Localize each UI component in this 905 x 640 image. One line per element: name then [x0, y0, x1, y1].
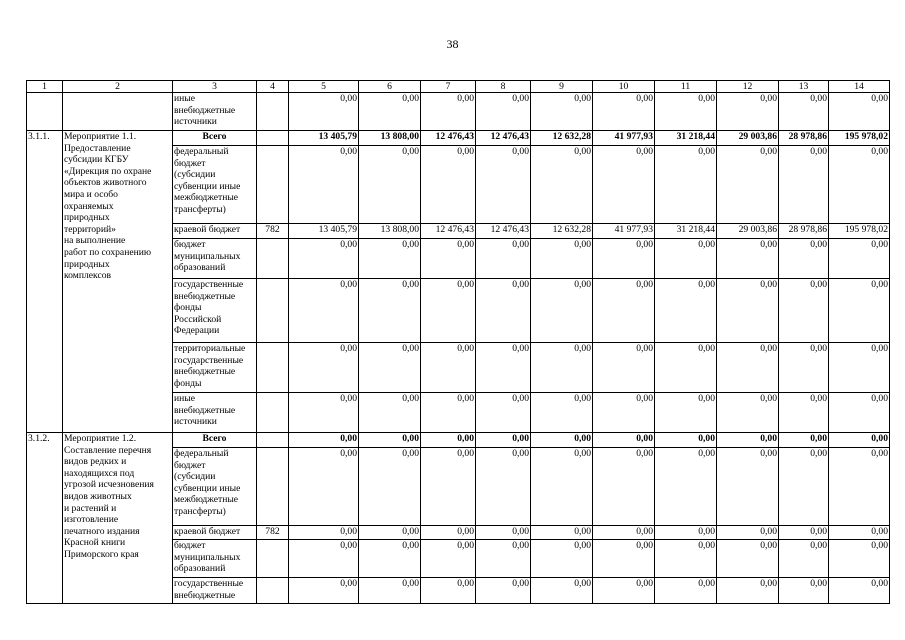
amount-cell: 13 808,00 [359, 131, 421, 146]
amount-cell: 0,00 [717, 578, 779, 604]
amount-cell: 0,00 [593, 448, 655, 526]
amount-cell: 13 405,79 [289, 224, 359, 239]
code-cell [257, 131, 289, 146]
column-header: 3 [173, 81, 257, 93]
table-row [27, 433, 890, 448]
column-header: 5 [289, 81, 359, 93]
amount-cell: 0,00 [421, 578, 476, 604]
amount-cell: 0,00 [359, 393, 421, 433]
amount-cell: 0,00 [289, 146, 359, 224]
amount-cell: 0,00 [531, 578, 593, 604]
amount-cell: 0,00 [655, 279, 717, 343]
amount-cell: 0,00 [717, 93, 779, 131]
code-cell [257, 433, 289, 448]
amount-cell: 0,00 [289, 540, 359, 578]
amount-cell: 13 808,00 [359, 224, 421, 239]
column-header: 9 [531, 81, 593, 93]
amount-cell: 0,00 [359, 279, 421, 343]
funding-source-cell: краевой бюджет [173, 526, 257, 540]
amount-cell: 0,00 [359, 540, 421, 578]
amount-cell: 0,00 [717, 448, 779, 526]
amount-cell: 0,00 [531, 93, 593, 131]
amount-cell: 0,00 [779, 146, 829, 224]
amount-cell: 0,00 [531, 279, 593, 343]
amount-cell: 0,00 [531, 393, 593, 433]
amount-cell: 0,00 [593, 393, 655, 433]
amount-cell: 41 977,93 [593, 131, 655, 146]
amount-cell: 0,00 [289, 578, 359, 604]
column-header: 4 [257, 81, 289, 93]
amount-cell: 0,00 [829, 526, 890, 540]
amount-cell: 0,00 [829, 343, 890, 393]
amount-cell: 0,00 [476, 343, 531, 393]
amount-cell: 0,00 [359, 343, 421, 393]
amount-cell: 0,00 [289, 343, 359, 393]
amount-cell: 0,00 [655, 433, 717, 448]
code-cell [257, 393, 289, 433]
funding-source-cell: государственные внебюджетные [173, 578, 257, 604]
amount-cell: 0,00 [359, 433, 421, 448]
amount-cell: 0,00 [593, 279, 655, 343]
amount-cell: 41 977,93 [593, 224, 655, 239]
amount-cell: 0,00 [655, 239, 717, 279]
amount-cell: 0,00 [421, 393, 476, 433]
amount-cell: 0,00 [531, 343, 593, 393]
amount-cell: 0,00 [476, 93, 531, 131]
amount-cell: 0,00 [476, 526, 531, 540]
code-cell: 782 [257, 224, 289, 239]
funding-source-cell: Всего [173, 433, 257, 448]
amount-cell: 0,00 [593, 343, 655, 393]
amount-cell: 0,00 [779, 433, 829, 448]
table-row [27, 93, 890, 131]
amount-cell: 0,00 [476, 279, 531, 343]
amount-cell: 0,00 [717, 526, 779, 540]
code-cell [257, 540, 289, 578]
amount-cell: 0,00 [655, 146, 717, 224]
amount-cell: 0,00 [531, 239, 593, 279]
amount-cell: 13 405,79 [289, 131, 359, 146]
funding-source-cell: федеральный бюджет (субсидии субвенции иные межбюджетные трансферты) [173, 448, 257, 526]
amount-cell: 0,00 [829, 93, 890, 131]
amount-cell: 0,00 [655, 540, 717, 578]
column-header: 11 [655, 81, 717, 93]
amount-cell: 0,00 [421, 146, 476, 224]
funding-source-cell: иные внебюджетные источники [173, 393, 257, 433]
amount-cell: 0,00 [359, 93, 421, 131]
amount-cell: 0,00 [717, 279, 779, 343]
code-cell: 782 [257, 526, 289, 540]
amount-cell: 0,00 [779, 540, 829, 578]
column-header: 1 [27, 81, 63, 93]
amount-cell: 0,00 [421, 343, 476, 393]
amount-cell: 31 218,44 [655, 224, 717, 239]
amount-cell: 0,00 [531, 540, 593, 578]
table-row [27, 131, 890, 146]
code-cell [257, 448, 289, 526]
amount-cell: 0,00 [531, 146, 593, 224]
row-number-cell: 3.1.1. [27, 131, 63, 433]
amount-cell: 0,00 [779, 526, 829, 540]
amount-cell: 28 978,86 [779, 224, 829, 239]
funding-source-cell: территориальные государственные внебюджетные фонды [173, 343, 257, 393]
amount-cell: 12 632,28 [531, 224, 593, 239]
amount-cell: 0,00 [779, 279, 829, 343]
amount-cell: 0,00 [593, 146, 655, 224]
amount-cell: 0,00 [829, 239, 890, 279]
amount-cell: 0,00 [593, 578, 655, 604]
amount-cell: 0,00 [593, 93, 655, 131]
column-header: 12 [717, 81, 779, 93]
budget-table [26, 80, 890, 604]
amount-cell: 0,00 [593, 526, 655, 540]
column-header: 2 [63, 81, 173, 93]
amount-cell: 12 476,43 [476, 131, 531, 146]
activity-name-cell: Мероприятие 1.1. Предоставление субсидии КГБУ «Дирекция по охране объектов животного мира и особо охраняемых природных территорий» на выполнение работ по сохранению природных комплексов [63, 131, 173, 433]
row-name-cell [63, 93, 173, 131]
code-cell [257, 279, 289, 343]
amount-cell: 0,00 [476, 433, 531, 448]
row-number-cell [27, 93, 63, 131]
amount-cell: 0,00 [421, 433, 476, 448]
amount-cell: 0,00 [655, 343, 717, 393]
column-header: 14 [829, 81, 890, 93]
amount-cell: 195 978,02 [829, 131, 890, 146]
funding-source-cell: бюджет муниципальных образований [173, 239, 257, 279]
column-header: 8 [476, 81, 531, 93]
amount-cell: 0,00 [655, 393, 717, 433]
amount-cell: 0,00 [531, 448, 593, 526]
amount-cell: 0,00 [421, 239, 476, 279]
code-cell [257, 239, 289, 279]
code-cell [257, 343, 289, 393]
amount-cell: 0,00 [359, 239, 421, 279]
funding-source-cell: иные внебюджетные источники [173, 93, 257, 131]
code-cell [257, 93, 289, 131]
column-header: 7 [421, 81, 476, 93]
amount-cell: 0,00 [717, 393, 779, 433]
amount-cell: 0,00 [289, 93, 359, 131]
amount-cell: 0,00 [829, 146, 890, 224]
code-cell [257, 146, 289, 224]
code-cell [257, 578, 289, 604]
funding-source-cell: государственные внебюджетные фонды Российской Федерации [173, 279, 257, 343]
column-header: 10 [593, 81, 655, 93]
amount-cell: 0,00 [289, 448, 359, 526]
amount-cell: 31 218,44 [655, 131, 717, 146]
amount-cell: 0,00 [829, 578, 890, 604]
amount-cell: 12 632,28 [531, 131, 593, 146]
amount-cell: 0,00 [289, 526, 359, 540]
amount-cell: 0,00 [476, 448, 531, 526]
amount-cell: 0,00 [829, 393, 890, 433]
amount-cell: 0,00 [829, 433, 890, 448]
amount-cell: 28 978,86 [779, 131, 829, 146]
amount-cell: 12 476,43 [476, 224, 531, 239]
amount-cell: 0,00 [829, 448, 890, 526]
amount-cell: 0,00 [593, 433, 655, 448]
amount-cell: 0,00 [717, 146, 779, 224]
amount-cell: 0,00 [593, 239, 655, 279]
funding-source-cell: федеральный бюджет (субсидии субвенции иные межбюджетные трансферты) [173, 146, 257, 224]
amount-cell: 0,00 [421, 540, 476, 578]
amount-cell: 0,00 [655, 448, 717, 526]
amount-cell: 0,00 [476, 239, 531, 279]
funding-source-cell: бюджет муниципальных образований [173, 540, 257, 578]
amount-cell: 0,00 [421, 448, 476, 526]
amount-cell: 0,00 [289, 279, 359, 343]
funding-source-cell: краевой бюджет [173, 224, 257, 239]
amount-cell: 0,00 [717, 433, 779, 448]
amount-cell: 0,00 [421, 93, 476, 131]
amount-cell: 29 003,86 [717, 131, 779, 146]
amount-cell: 0,00 [779, 93, 829, 131]
column-header: 13 [779, 81, 829, 93]
table-body [27, 93, 890, 604]
amount-cell: 0,00 [829, 279, 890, 343]
amount-cell: 0,00 [289, 433, 359, 448]
amount-cell: 0,00 [531, 433, 593, 448]
amount-cell: 0,00 [717, 239, 779, 279]
activity-name-cell: Мероприятие 1.2. Составление перечня видов редких и находящихся под угрозой исчезновения видов животных и растений и изготовление печатного издания Красной книги Приморского края [63, 433, 173, 604]
amount-cell: 0,00 [476, 578, 531, 604]
amount-cell: 0,00 [717, 343, 779, 393]
amount-cell: 0,00 [421, 526, 476, 540]
amount-cell: 0,00 [655, 578, 717, 604]
amount-cell: 0,00 [779, 343, 829, 393]
amount-cell: 0,00 [289, 393, 359, 433]
amount-cell: 0,00 [359, 448, 421, 526]
amount-cell: 0,00 [476, 393, 531, 433]
page-number: 38 [446, 37, 459, 51]
amount-cell: 0,00 [779, 393, 829, 433]
table-header [27, 81, 890, 93]
amount-cell: 0,00 [476, 146, 531, 224]
amount-cell: 0,00 [655, 93, 717, 131]
amount-cell: 0,00 [421, 279, 476, 343]
row-number-cell: 3.1.2. [27, 433, 63, 604]
amount-cell: 0,00 [289, 239, 359, 279]
amount-cell: 0,00 [359, 146, 421, 224]
amount-cell: 0,00 [359, 526, 421, 540]
amount-cell: 0,00 [655, 526, 717, 540]
amount-cell: 12 476,43 [421, 131, 476, 146]
amount-cell: 12 476,43 [421, 224, 476, 239]
funding-source-cell: Всего [173, 131, 257, 146]
amount-cell: 0,00 [531, 526, 593, 540]
amount-cell: 29 003,86 [717, 224, 779, 239]
amount-cell: 195 978,02 [829, 224, 890, 239]
amount-cell: 0,00 [359, 578, 421, 604]
column-header: 6 [359, 81, 421, 93]
amount-cell: 0,00 [779, 239, 829, 279]
amount-cell: 0,00 [717, 540, 779, 578]
amount-cell: 0,00 [593, 540, 655, 578]
amount-cell: 0,00 [476, 540, 531, 578]
amount-cell: 0,00 [779, 578, 829, 604]
amount-cell: 0,00 [829, 540, 890, 578]
amount-cell: 0,00 [779, 448, 829, 526]
